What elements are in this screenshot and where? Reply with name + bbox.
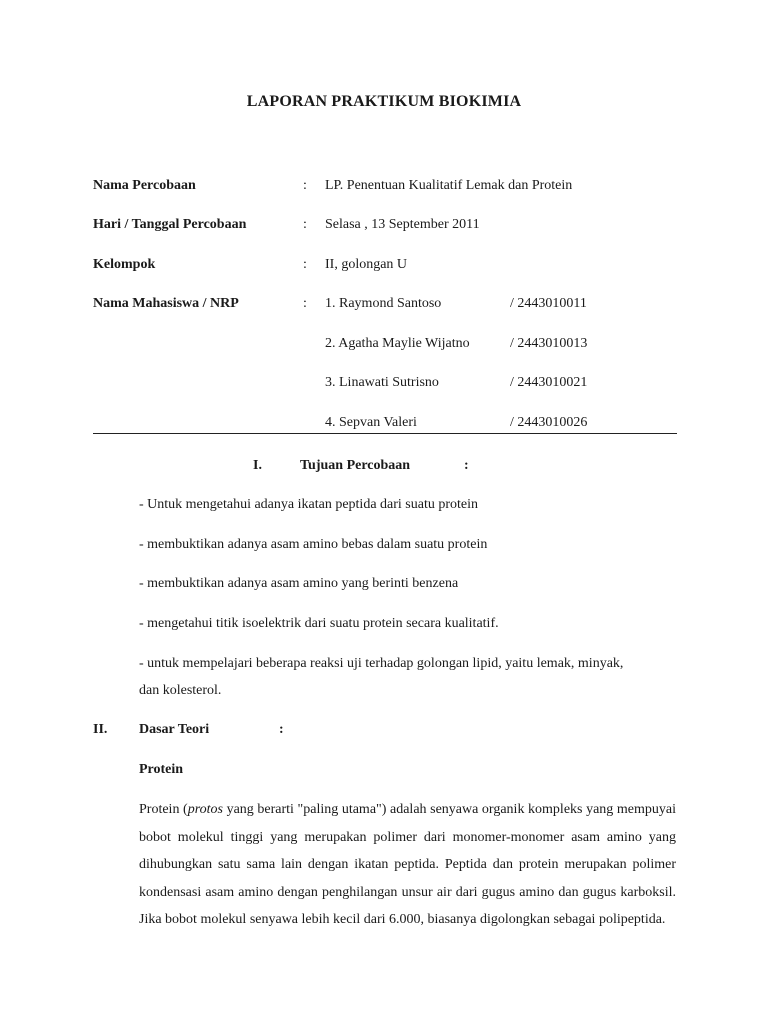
section2-number: II.: [93, 722, 108, 737]
paragraph-italic-term: protos: [187, 802, 223, 817]
kelompok-value: II, golongan U: [325, 257, 408, 272]
hari-tanggal-colon: :: [303, 217, 307, 232]
nama-percobaan-colon: :: [303, 178, 307, 193]
tujuan-item: - membuktikan adanya asam amino bebas dalam suatu protein: [139, 537, 488, 552]
divider-line: [93, 433, 677, 434]
mahasiswa-label: Nama Mahasiswa / NRP: [93, 296, 239, 311]
kelompok-label: Kelompok: [93, 257, 156, 272]
mahasiswa-colon: :: [303, 296, 307, 311]
section2-colon: :: [279, 722, 284, 737]
tujuan-item: - Untuk mengetahui adanya ikatan peptida dari suatu protein: [139, 497, 479, 512]
paragraph-text-rest: yang berarti "paling utama") adalah senyawa organik kompleks yang mempuyai bobot molekul tinggi yang merupakan polimer dari monomer-monomer asam amino yang dihubungkan satu sama lain dengan ikatan peptida. Peptida dan protein merupakan polimer kondensasi asam amino dengan penghilangan unsur air dari gugus amino dan gugus karboksil. Jika bobot molekul senyawa lebih kecil dari 6.000, biasanya digolongkan sebagai polipeptida.: [139, 802, 676, 927]
kelompok-colon: :: [303, 257, 307, 272]
tujuan-item: - membuktikan adanya asam amino yang berinti benzena: [139, 576, 459, 591]
tujuan-item: - untuk mempelajari beberapa reaksi uji terhadap golongan lipid, yaitu lemak, minyak,: [139, 656, 624, 671]
student-name: 4. Sepvan Valeri: [325, 415, 417, 430]
tujuan-item-continued: dan kolesterol.: [139, 683, 222, 698]
student-nrp: / 2443010026: [510, 415, 588, 430]
section2-heading: Dasar Teori: [139, 722, 210, 737]
paragraph-text-start: Protein (: [139, 802, 188, 817]
student-name: 1. Raymond Santoso: [325, 296, 442, 311]
section1-heading: Tujuan Percobaan: [300, 458, 411, 473]
nama-percobaan-value: LP. Penentuan Kualitatif Lemak dan Protein: [325, 178, 573, 193]
section1-number: I.: [253, 458, 262, 473]
student-nrp: / 2443010013: [510, 336, 588, 351]
document-title: LAPORAN PRAKTIKUM BIOKIMIA: [246, 93, 522, 110]
student-nrp: / 2443010021: [510, 375, 588, 390]
hari-tanggal-label: Hari / Tanggal Percobaan: [93, 217, 247, 232]
protein-paragraph: [139, 796, 676, 934]
tujuan-item: - mengetahui titik isoelektrik dari suatu protein secara kualitatif.: [139, 616, 499, 631]
student-name: 3. Linawati Sutrisno: [325, 375, 439, 390]
nama-percobaan-label: Nama Percobaan: [93, 178, 196, 193]
protein-subheading: Protein: [139, 762, 184, 777]
student-name: 2. Agatha Maylie Wijatno: [325, 336, 470, 351]
hari-tanggal-value: Selasa , 13 September 2011: [325, 217, 480, 232]
section1-colon: :: [464, 458, 469, 473]
student-nrp: / 2443010011: [510, 296, 587, 311]
